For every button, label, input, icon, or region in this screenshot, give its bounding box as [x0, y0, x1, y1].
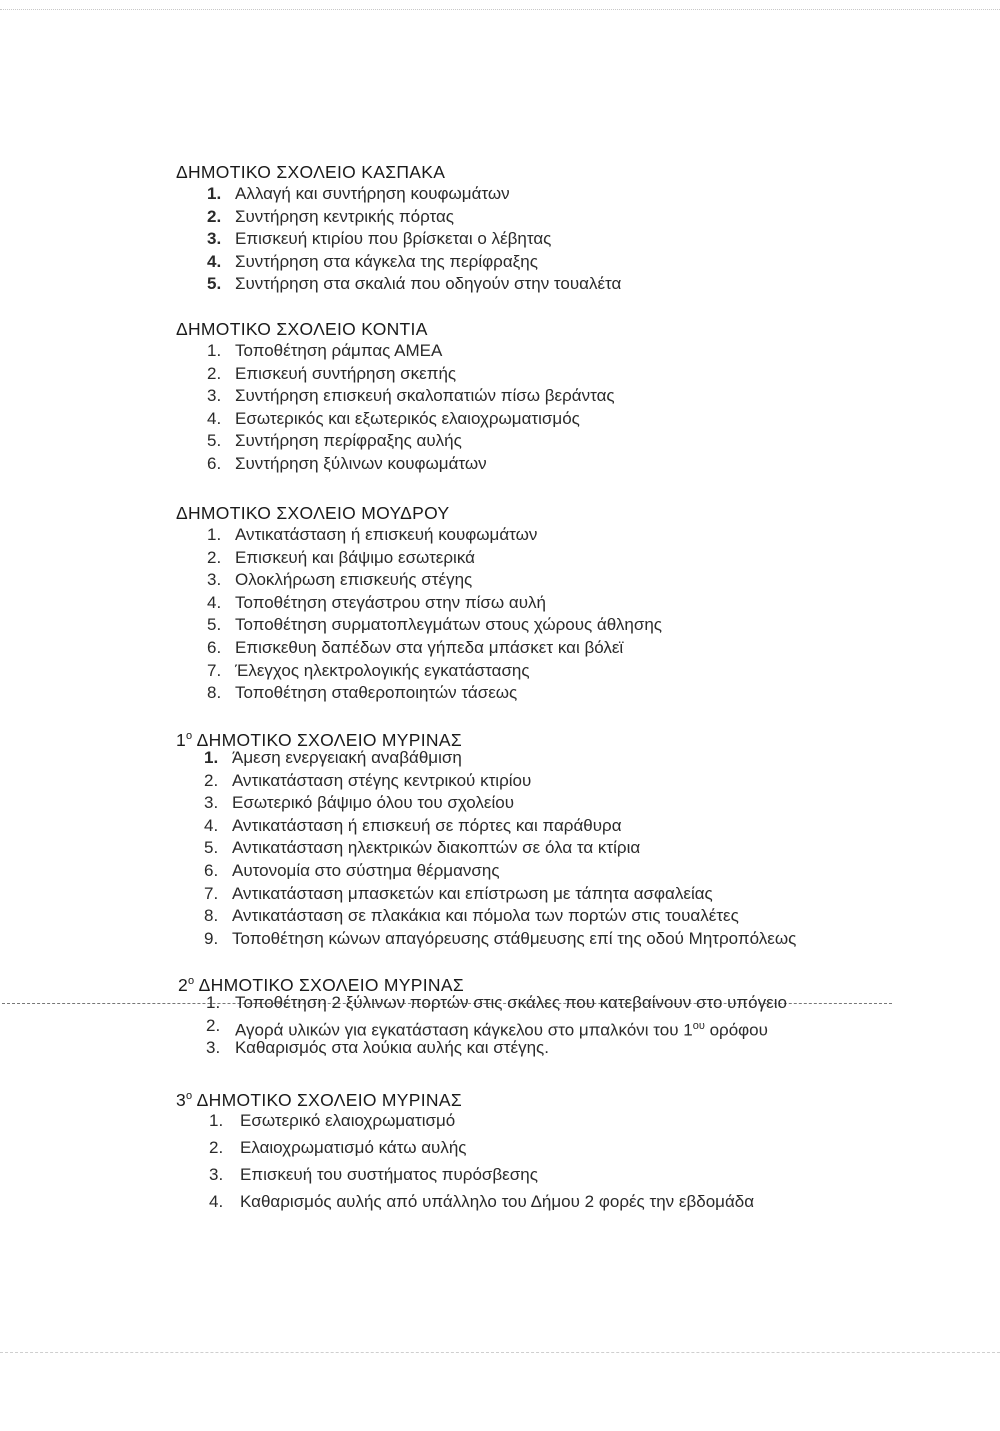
- item-number: 2.: [206, 1015, 221, 1035]
- title-ordinal: 1: [176, 729, 187, 750]
- item-number: 1.: [207, 341, 222, 360]
- item-text: Αγορά υλικών για εγκατάσταση κάγκελου στο μπαλκόνι του 1: [235, 1020, 693, 1040]
- item-number: 6.: [207, 453, 222, 473]
- item-text: Αντικατάσταση ηλεκτρικών διακοπτών σε όλα τα κτίρια: [232, 838, 641, 858]
- item-number: 3.: [207, 386, 222, 406]
- school-title: ΔΗΜΟΤΙΚΟ ΣΧΟΛΕΙΟ ΚΟΝΤΙΑ: [176, 319, 428, 339]
- task-list: [176, 747, 956, 950]
- list-item: [176, 614, 956, 637]
- title-ordinal-suffix: ο: [186, 730, 193, 742]
- item-number: 2.: [207, 547, 222, 567]
- title-text: ΔΗΜΟΤΙΚΟ ΣΧΟΛΕΙΟ ΜΥΡΙΝΑΣ: [198, 974, 464, 995]
- item-number: 3.: [204, 793, 219, 813]
- item-text: Εσωτερικό ελαιοχρωματισμό: [240, 1111, 456, 1130]
- title-ordinal: 2: [178, 974, 189, 995]
- school-section-myrina-1: [176, 725, 956, 950]
- list-item: [176, 569, 956, 592]
- item-text: Συντήρηση στα κάγκελα της περίφραξης: [235, 251, 538, 271]
- item-text: Αντικατάσταση μπασκετών και επίστρωση με τάπητα ασφαλείας: [232, 883, 713, 903]
- item-number: 3.: [206, 1038, 221, 1058]
- title-text: ΔΗΜΟΤΙΚΟ ΣΧΟΛΕΙΟ ΜΥΡΙΝΑΣ: [196, 729, 462, 750]
- item-number: 5.: [207, 274, 222, 293]
- item-text: Εσωτερικός και εξωτερικός ελαιοχρωματισμός: [235, 408, 580, 428]
- task-list: [178, 992, 958, 1060]
- item-number: 4.: [207, 408, 222, 428]
- task-list: [176, 183, 956, 296]
- school-section-myrina-2: [178, 970, 958, 1060]
- item-text: Αντικατάσταση σε πλακάκια και πόμολα των πορτών στις τουαλέτες: [232, 906, 739, 926]
- school-title: ΔΗΜΟΤΙΚΟ ΣΧΟΛΕΙΟ ΜΟΥΔΡΟΥ: [176, 503, 450, 523]
- item-text: Τοποθέτηση στεγάστρου στην πίσω αυλή: [235, 592, 546, 612]
- title-ordinal-suffix: ο: [188, 975, 195, 987]
- item-number: 2.: [207, 206, 222, 226]
- school-title: [176, 725, 956, 750]
- title-text: ΔΗΜΟΤΙΚΟ ΣΧΟΛΕΙΟ ΜΥΡΙΝΑΣ: [196, 1089, 462, 1110]
- item-text: Συντήρηση επισκευή σκαλοπατιών πίσω βεράντας: [235, 386, 615, 406]
- list-item: [178, 1037, 958, 1060]
- item-number: 4.: [204, 815, 219, 835]
- list-item: [176, 340, 956, 363]
- list-item: [176, 183, 956, 206]
- item-number: 7.: [207, 660, 222, 680]
- item-text: Καθαρισμός στα λούκια αυλής και στέγης.: [235, 1038, 549, 1058]
- task-list: [176, 1107, 956, 1215]
- list-item: [176, 430, 956, 453]
- item-number: 1.: [207, 525, 222, 544]
- item-number: 4.: [207, 592, 222, 612]
- item-number: 5.: [207, 615, 222, 635]
- list-item: [176, 792, 956, 815]
- list-item: [176, 251, 956, 274]
- item-number: 2.: [209, 1138, 224, 1157]
- item-text: Επισκεθυη δαπέδων στα γήπεδα μπάσκετ και βόλεϊ: [235, 637, 624, 657]
- item-number: 5.: [207, 431, 222, 451]
- item-text: Άμεση ενεργειακή αναβάθμιση: [232, 748, 462, 767]
- list-item: [176, 883, 956, 906]
- item-text: Τοποθέτηση σταθεροποιητών τάσεως: [235, 683, 518, 703]
- list-item: [176, 682, 956, 705]
- school-title: ΔΗΜΟΤΙΚΟ ΣΧΟΛΕΙΟ ΚΑΣΠΑΚΑ: [176, 162, 446, 182]
- title-ordinal-suffix: ο: [186, 1090, 193, 1102]
- item-text: Ελαιοχρωματισμό κάτω αυλής: [240, 1138, 467, 1157]
- item-number: 8.: [207, 683, 222, 703]
- item-number: 2.: [204, 770, 219, 790]
- item-number: 9.: [204, 928, 219, 948]
- item-text: Έλεγχος ηλεκτρολογικής εγκατάστασης: [235, 660, 530, 680]
- task-list: [176, 524, 956, 705]
- item-text: Τοποθέτηση κώνων απαγόρευσης στάθμευσης επί της οδού Μητροπόλεως: [232, 928, 797, 948]
- item-text: Συντήρηση ξύλινων κουφωμάτων: [235, 453, 487, 473]
- item-number: 1.: [209, 1111, 224, 1130]
- list-item: [178, 992, 958, 1015]
- item-text: Τοποθέτηση ράμπας ΑΜΕΑ: [235, 341, 443, 360]
- list-item: [176, 1134, 956, 1161]
- item-text: Εσωτερικό βάψιμο όλου του σχολείου: [232, 793, 515, 813]
- list-item: [176, 206, 956, 229]
- list-item: [176, 770, 956, 793]
- item-text: Αλλαγή και συντήρηση κουφωμάτων: [235, 184, 510, 203]
- list-item: [176, 408, 956, 431]
- item-number: 6.: [204, 860, 219, 880]
- item-text: Αυτονομία στο σύστημα θέρμανσης: [232, 860, 500, 880]
- school-section-moudros: [176, 502, 956, 705]
- list-item: [176, 273, 956, 296]
- list-item: [176, 1188, 956, 1215]
- school-section-kontia: [176, 318, 956, 476]
- item-number: 7.: [204, 883, 219, 903]
- list-item: [176, 860, 956, 883]
- list-item: [176, 453, 956, 476]
- item-number: 1.: [204, 748, 219, 767]
- school-title: [178, 970, 958, 995]
- list-item: [176, 228, 956, 251]
- item-text: Καθαρισμός αυλής από υπάλληλο του Δήμου 2 φορές την εβδομάδα: [240, 1192, 755, 1211]
- title-ordinal: 3: [176, 1089, 187, 1110]
- item-text: Επισκευή και βάψιμο εσωτερικά: [235, 547, 475, 567]
- item-text: Αντικατάσταση στέγης κεντρικού κτιρίου: [232, 770, 532, 790]
- list-item: [178, 1015, 958, 1038]
- item-number: 8.: [204, 906, 219, 926]
- list-item: [176, 1161, 956, 1188]
- scan-edge-top: [0, 9, 1000, 10]
- list-item: [176, 1107, 956, 1134]
- item-text: Συντήρηση στα σκαλιά που οδηγούν στην τουαλέτα: [235, 274, 622, 293]
- item-text: Τοποθέτηση 2 ξύλινων πορτών στις σκάλες που κατεβαίνουν στο υπόγειο: [235, 993, 787, 1012]
- list-item: [176, 637, 956, 660]
- item-number: 4.: [207, 251, 222, 271]
- item-number: 1.: [206, 993, 221, 1012]
- item-text: Αντικατάσταση ή επισκευή σε πόρτες και παράθυρα: [232, 815, 622, 835]
- item-text: Αντικατάσταση ή επισκευή κουφωμάτων: [235, 525, 538, 544]
- list-item: [176, 592, 956, 615]
- item-text: Ολοκλήρωση επισκευής στέγης: [235, 570, 473, 590]
- list-item: [176, 385, 956, 408]
- school-section-myrina-3: [176, 1085, 956, 1215]
- item-text: Τοποθέτηση συρματοπλεγμάτων στους χώρους άθλησης: [235, 615, 662, 635]
- list-item: [176, 547, 956, 570]
- item-text: Επισκευή κτιρίου που βρίσκεται ο λέβητας: [235, 229, 552, 248]
- list-item: [176, 815, 956, 838]
- scan-edge-bottom: [0, 1352, 1000, 1353]
- school-section-kaspaka: [176, 161, 956, 296]
- item-text: Συντήρηση κεντρικής πόρτας: [235, 206, 454, 226]
- list-item: [176, 660, 956, 683]
- school-title: [176, 1085, 956, 1110]
- list-item: [176, 524, 956, 547]
- list-item: [176, 747, 956, 770]
- list-item: [176, 363, 956, 386]
- ordinal-suffix: ου: [692, 1019, 705, 1032]
- task-list: [176, 340, 956, 476]
- item-number: 4.: [209, 1192, 224, 1211]
- item-text: Συντήρηση περίφραξης αυλής: [235, 431, 462, 451]
- item-text-after: ορόφου: [704, 1020, 768, 1040]
- list-item: [176, 928, 956, 951]
- item-number: 3.: [207, 570, 222, 590]
- item-number: 3.: [207, 229, 222, 248]
- item-number: 2.: [207, 363, 222, 383]
- item-text: Επισκευή συντήρηση σκεπής: [235, 363, 457, 383]
- item-number: 1.: [207, 184, 222, 203]
- list-item: [176, 837, 956, 860]
- item-number: 3.: [209, 1165, 224, 1184]
- item-number: 6.: [207, 637, 222, 657]
- item-text: Επισκευή του συστήματος πυρόσβεσης: [240, 1165, 538, 1184]
- item-number: 5.: [204, 838, 219, 858]
- list-item: [176, 905, 956, 928]
